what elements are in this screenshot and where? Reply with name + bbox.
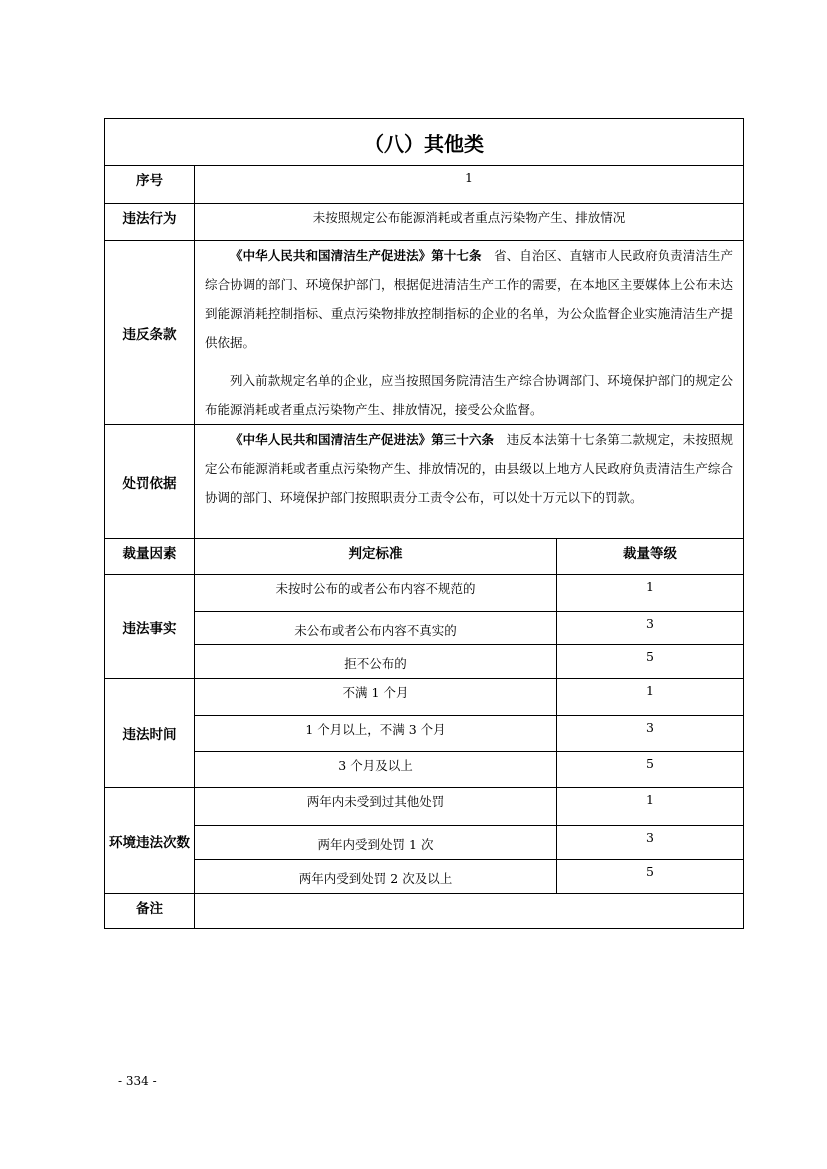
violation-value: 未按照规定公布能源消耗或者重点污染物产生、排放情况 (195, 204, 744, 241)
level-cell: 1 (557, 788, 744, 826)
clause-text-2: 列入前款规定名单的企业，应当按照国务院清洁生产综合协调部门、环境保护部门的规定公布能源消耗或者重点污染物产生、排放情况，接受公众监督。 (205, 373, 734, 417)
penalty-law-ref: 《中华人民共和国清洁生产促进法》第三十六条 (230, 432, 495, 447)
discretion-table (104, 118, 744, 929)
violation-label: 违法行为 (105, 204, 195, 241)
clause-label: 违反条款 (105, 241, 195, 425)
group-label: 环境违法次数 (105, 788, 195, 894)
serial-label: 序号 (105, 166, 195, 204)
criteria-cell: 两年内未受到过其他处罚 (195, 788, 557, 826)
group-label: 违法时间 (105, 679, 195, 788)
level-cell: 5 (557, 860, 744, 894)
clause-law-ref: 《中华人民共和国清洁生产促进法》第十七条 (230, 248, 482, 263)
level-cell: 3 (557, 716, 744, 752)
level-cell: 5 (557, 645, 744, 679)
clause-content (195, 241, 744, 425)
serial-value: 1 (195, 166, 744, 204)
penalty-label: 处罚依据 (105, 425, 195, 539)
criteria-cell: 两年内受到处罚 1 次 (195, 826, 557, 860)
criteria-cell: 拒不公布的 (195, 645, 557, 679)
criteria-cell: 两年内受到处罚 2 次及以上 (195, 860, 557, 894)
factor-header: 裁量因素 (105, 539, 195, 575)
criteria-cell: 3 个月及以上 (195, 752, 557, 788)
penalty-text: 违反本法第十七条第二款规定，未按照规定公布能源消耗或者重点污染物产生、排放情况的，由县级以上地方人民政府负责清洁生产综合协调的部门、环境保护部门按照职责分工责令公布，可以处十万元以下的罚款。 (205, 432, 734, 505)
table-title: （八）其他类 (105, 119, 744, 166)
criteria-cell: 不满 1 个月 (195, 679, 557, 716)
criteria-cell: 未公布或者公布内容不真实的 (195, 612, 557, 645)
criteria-header: 判定标准 (195, 539, 557, 575)
level-cell: 1 (557, 575, 744, 612)
criteria-cell: 1 个月以上，不满 3 个月 (195, 716, 557, 752)
level-cell: 1 (557, 679, 744, 716)
remark-label: 备注 (105, 894, 195, 929)
penalty-content (195, 425, 744, 539)
level-cell: 3 (557, 612, 744, 645)
level-header: 裁量等级 (557, 539, 744, 575)
criteria-cell: 未按时公布的或者公布内容不规范的 (195, 575, 557, 612)
level-cell: 3 (557, 826, 744, 860)
level-cell: 5 (557, 752, 744, 788)
clause-text-1: 省、自治区、直辖市人民政府负责清洁生产综合协调的部门、环境保护部门，根据促进清洁生产工作的需要，在本地区主要媒体上公布未达到能源消耗控制指标、重点污染物排放控制指标的企业的名单，为公众监督企业实施清洁生产提供依据。 (205, 248, 734, 350)
group-label: 违法事实 (105, 575, 195, 679)
remark-value (195, 894, 744, 929)
page-number: - 334 - (118, 1074, 157, 1088)
